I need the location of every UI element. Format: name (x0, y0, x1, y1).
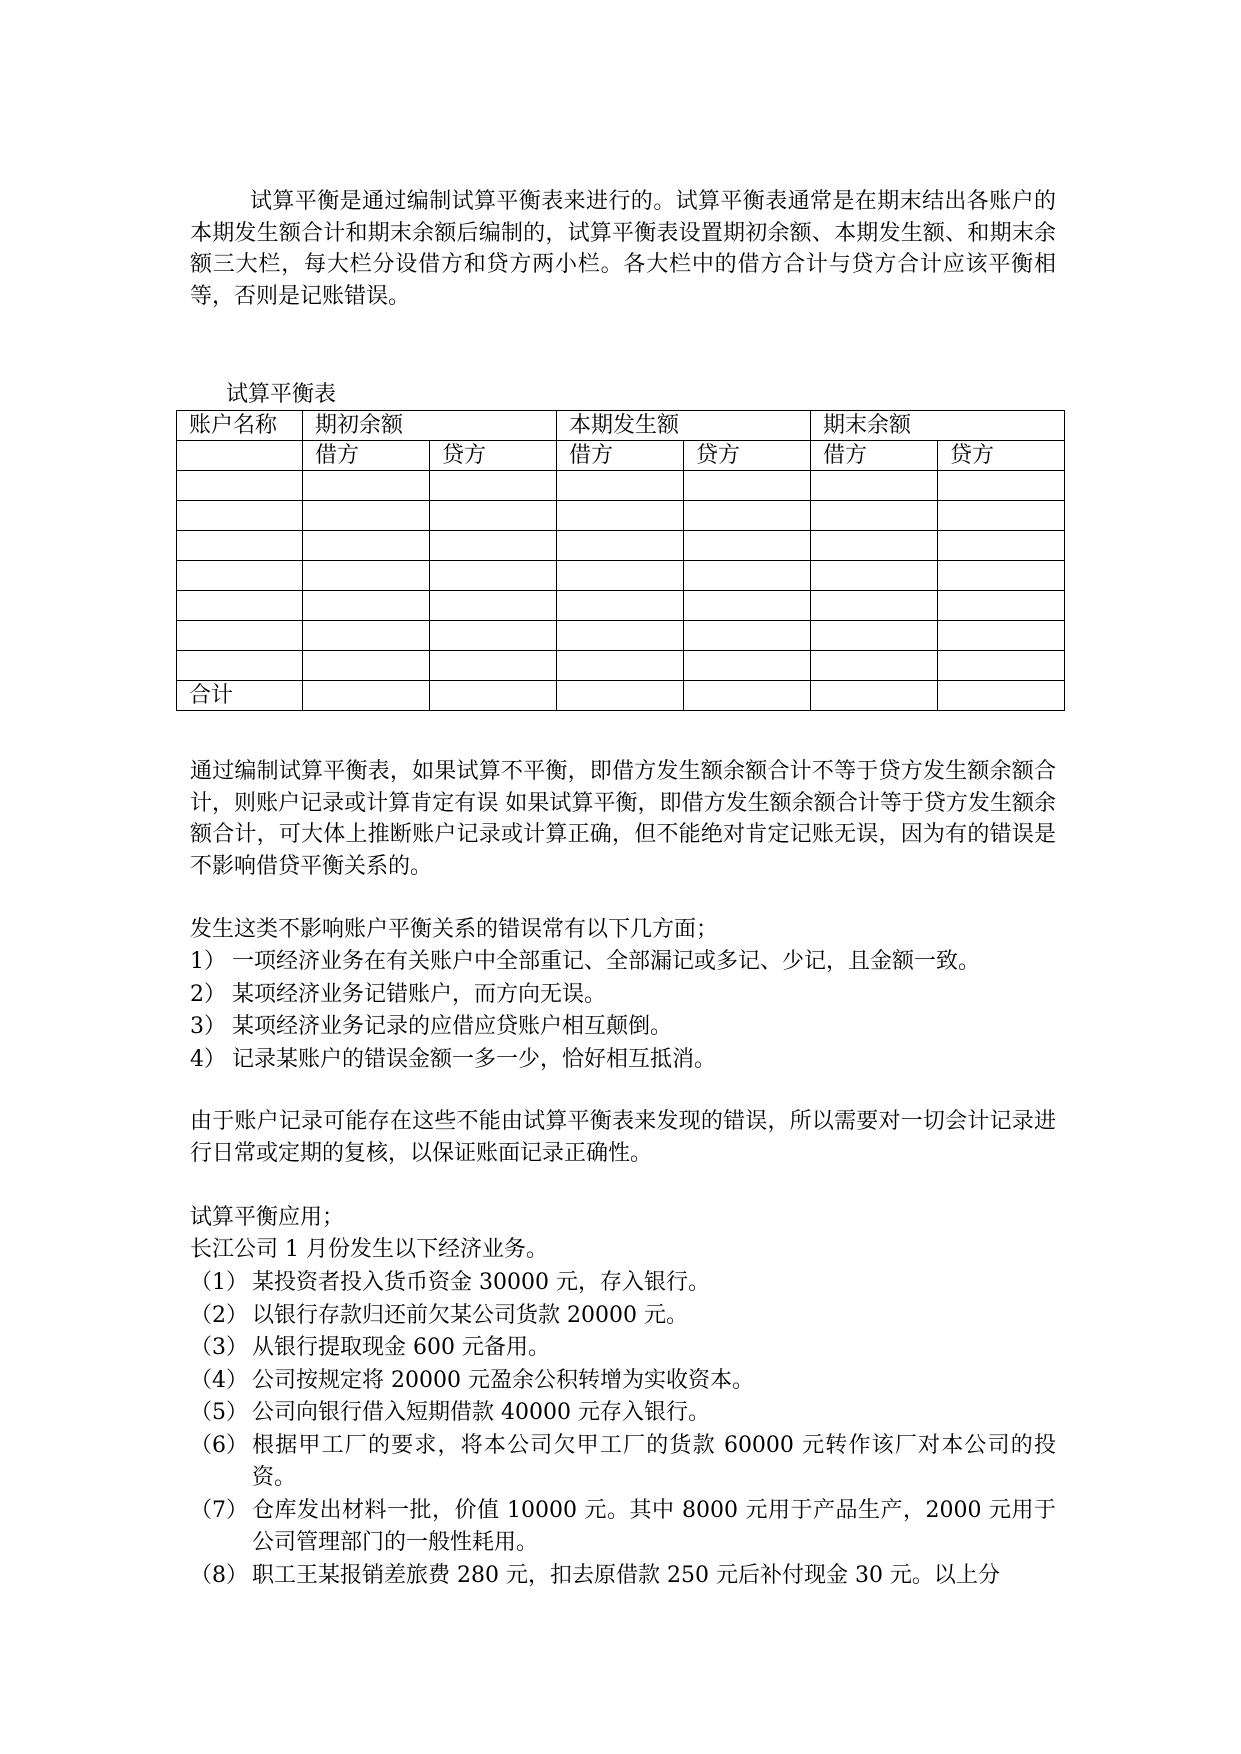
transactions-list (190, 1267, 1056, 1592)
table-cell (177, 531, 303, 561)
table-cell (177, 561, 303, 591)
subheader-debit: 借方 (557, 441, 684, 471)
list-item (190, 1044, 1070, 1077)
list-item (190, 979, 1070, 1012)
table-cell (811, 501, 938, 531)
table-title: 试算平衡表 (226, 382, 337, 407)
table-cell (557, 501, 684, 531)
table-cell (557, 531, 684, 561)
table-cell (938, 501, 1065, 531)
table-cell (684, 621, 811, 651)
header-opening-balance: 期初余额 (303, 411, 557, 441)
list-item-number: （6） (190, 1432, 248, 1458)
table-cell (177, 651, 303, 681)
table-cell (938, 681, 1065, 711)
list-item-number: （4） (190, 1367, 248, 1393)
list-item (190, 1560, 1056, 1593)
list-item-number: （5） (190, 1400, 248, 1425)
list-item-text: 根据甲工厂的要求，将本公司欠甲工厂的货款 60000 元转作该厂对本公司的投资。 (252, 1432, 1056, 1490)
errors-title: 发生这类不影响账户平衡关系的错误常有以下几方面； (190, 917, 719, 942)
table-cell (811, 591, 938, 621)
subheader-credit: 贷方 (938, 441, 1065, 471)
explanation-paragraph: 通过编制试算平衡表，如果试算不平衡，即借方发生额余额合计不等于贷方发生额余额合计，则账户记录或计算肯定有误 如果试算平衡，即借方发生额余额合计等于贷方发生额余额合计，可大体上推断账户记录或计算正确，但不能绝对肯定记账无误，因为有的错误是不影响借贷平衡关系的。 (190, 759, 1056, 879)
table-body (177, 471, 1065, 681)
table-cell (430, 591, 557, 621)
table-cell (303, 531, 430, 561)
table-header-row (177, 411, 1065, 441)
subheader-credit: 贷方 (430, 441, 557, 471)
table-cell (938, 561, 1065, 591)
table-cell (938, 531, 1065, 561)
table-row (177, 501, 1065, 531)
list-item (190, 1267, 1056, 1300)
list-item-text: 某项经济业务记录的应借应贷账户相互颠倒。 (232, 1014, 673, 1039)
table-cell (557, 621, 684, 651)
table-cell (684, 591, 811, 621)
table-cell (303, 651, 430, 681)
table-cell (430, 501, 557, 531)
table-cell (684, 651, 811, 681)
list-item (190, 1365, 1056, 1398)
list-item-number: （3） (190, 1335, 248, 1360)
table-cell (430, 621, 557, 651)
table-cell (938, 651, 1065, 681)
table-cell (684, 501, 811, 531)
table-cell (557, 561, 684, 591)
application-intro: 长江公司 1 月份发生以下经济业务。 (190, 1237, 548, 1262)
table-cell (303, 681, 430, 711)
table-row (177, 591, 1065, 621)
list-item-text: 一项经济业务在有关账户中全部重记、全部漏记或多记、少记，且金额一致。 (232, 949, 981, 974)
total-label: 合计 (177, 681, 303, 711)
table-cell (303, 501, 430, 531)
table-cell (177, 621, 303, 651)
header-period-amount: 本期发生额 (557, 411, 811, 441)
table-cell (557, 651, 684, 681)
table-cell (303, 561, 430, 591)
header-closing-balance: 期末余额 (811, 411, 1065, 441)
list-item (190, 1332, 1056, 1365)
list-item-text: 公司向银行借入短期借款 40000 元存入银行。 (252, 1400, 710, 1425)
table-cell (430, 651, 557, 681)
table-row (177, 531, 1065, 561)
list-item (190, 1495, 1056, 1560)
table-cell (557, 471, 684, 501)
header-account-name: 账户名称 (177, 411, 303, 441)
subheader-debit: 借方 (303, 441, 430, 471)
table-cell (811, 621, 938, 651)
table-cell (811, 471, 938, 501)
subheader-debit: 借方 (811, 441, 938, 471)
list-item-text: 从银行提取现金 600 元备用。 (252, 1335, 550, 1360)
table-cell (430, 531, 557, 561)
table-cell (684, 681, 811, 711)
list-item (190, 1430, 1056, 1495)
list-item (190, 1011, 1070, 1044)
subheader-credit: 贷方 (684, 441, 811, 471)
table-total-row (177, 681, 1065, 711)
list-item-text: 某项经济业务记错账户，而方向无误。 (232, 981, 607, 1007)
table-row (177, 471, 1065, 501)
table-cell (811, 561, 938, 591)
list-item-number: （2） (190, 1302, 248, 1328)
table-cell (811, 681, 938, 711)
table-cell (177, 591, 303, 621)
list-item-number: （8） (190, 1562, 248, 1588)
intro-paragraph: 试算平衡是通过编制试算平衡表来进行的。试算平衡表通常是在期末结出各账户的本期发生额合计和期末余额后编制的，试算平衡表设置期初余额、本期发生额、和期末余额三大栏，每大栏分设借方和贷方两小栏。各大栏中的借方合计与贷方合计应该平衡相等，否则是记账错误。 (190, 189, 1056, 309)
table-cell (557, 591, 684, 621)
table-cell (938, 591, 1065, 621)
table-cell (684, 561, 811, 591)
application-title: 试算平衡应用； (190, 1205, 345, 1230)
table-cell (811, 651, 938, 681)
list-item-text: 仓库发出材料一批，价值 10000 元。其中 8000 元用于产品生产，2000 元用于公司管理部门的一般性耗用。 (252, 1497, 1056, 1555)
list-item-number: 4） (190, 1046, 226, 1072)
list-item-text: 以银行存款归还前欠某公司货款 20000 元。 (252, 1302, 688, 1328)
list-item-number: 3） (190, 1014, 226, 1039)
list-item-text: 公司按规定将 20000 元盈余公积转增为实收资本。 (252, 1367, 754, 1393)
list-item-number: （1） (190, 1270, 248, 1295)
list-item (190, 1300, 1056, 1333)
table-cell (303, 591, 430, 621)
list-item-number: 2） (190, 981, 226, 1007)
table-cell (684, 531, 811, 561)
errors-list (190, 946, 1070, 1076)
table-cell (938, 621, 1065, 651)
table-row (177, 621, 1065, 651)
conclusion-paragraph: 由于账户记录可能存在这些不能由试算平衡表来发现的错误，所以需要对一切会计记录进行日常或定期的复核，以保证账面记录正确性。 (190, 1109, 1056, 1166)
table-subheader-row (177, 441, 1065, 471)
table-cell (430, 471, 557, 501)
table-cell (811, 531, 938, 561)
table-cell (557, 681, 684, 711)
table-cell (684, 471, 811, 501)
list-item-text: 职工王某报销差旅费 280 元，扣去原借款 250 元后补付现金 30 元。以上分 (252, 1562, 1000, 1588)
trial-balance-table (176, 410, 1065, 711)
table-cell (430, 681, 557, 711)
table-cell (938, 471, 1065, 501)
table-row (177, 651, 1065, 681)
list-item-text: 某投资者投入货币资金 30000 元，存入银行。 (252, 1270, 710, 1295)
table-cell (177, 471, 303, 501)
table-cell (177, 501, 303, 531)
table-cell (430, 561, 557, 591)
table-cell (303, 471, 430, 501)
list-item-number: 1） (190, 949, 226, 974)
table-cell (303, 621, 430, 651)
list-item-text: 记录某账户的错误金额一多一少，恰好相互抵消。 (232, 1046, 717, 1072)
list-item-number: （7） (190, 1497, 248, 1523)
table-cell (177, 441, 303, 471)
list-item (190, 1397, 1056, 1430)
table-row (177, 561, 1065, 591)
list-item (190, 946, 1070, 979)
